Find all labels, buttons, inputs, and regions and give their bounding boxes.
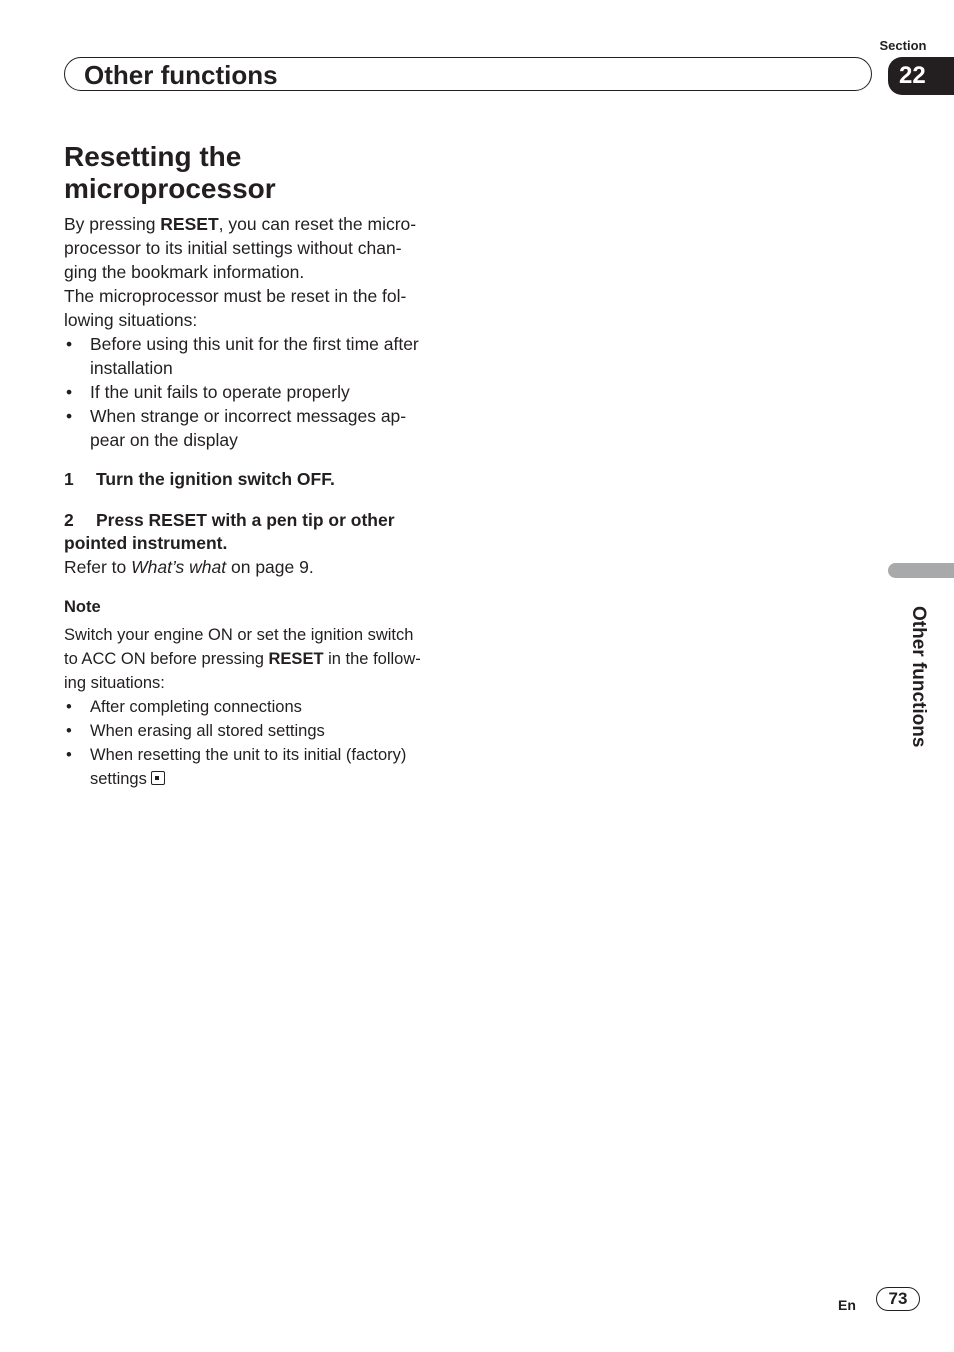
note-line-3: ing situations: [64, 674, 165, 692]
list-item [64, 404, 464, 452]
intro-reset-bold: RESET [160, 214, 219, 234]
list-item-line-1: When resetting the unit to its initial (factory) [90, 746, 407, 764]
step-1-text [64, 468, 464, 491]
note-paragraph [64, 623, 464, 695]
intro-line-2: processor to its initial settings without chan- [64, 238, 402, 258]
step-1 [64, 468, 464, 491]
end-of-section-icon [151, 771, 165, 785]
list-item [64, 743, 464, 791]
note-reset-bold: RESET [268, 650, 324, 668]
note-block [64, 623, 464, 791]
page-title [64, 141, 464, 205]
page-number: 73 [876, 1287, 920, 1311]
header-bar [64, 57, 872, 91]
intro-block [64, 212, 464, 452]
step-number: 1 [64, 469, 74, 489]
note-line-2-after: in the follow- [323, 650, 421, 668]
header-title: Other functions [84, 60, 278, 90]
refer-link-title: What’s what [131, 557, 227, 577]
step-text-line-2: pointed instrument. [64, 533, 228, 553]
list-item-line-2: settings [90, 770, 147, 788]
list-item [64, 695, 464, 719]
section-number-tab: 22 [888, 57, 954, 95]
refer-line [64, 555, 464, 579]
page-title-line2: microprocessor [64, 173, 276, 204]
list-item-line-2: installation [90, 358, 173, 378]
note-list [64, 695, 464, 791]
refer-text-before: Refer to [64, 557, 132, 577]
list-item [64, 380, 464, 404]
note-line-1: Switch your engine ON or set the ignition switch [64, 626, 414, 644]
list-item-line-2: pear on the display [90, 430, 238, 450]
step-2-text [64, 509, 464, 555]
list-item-line-1: If the unit fails to operate properly [90, 382, 350, 402]
footer-language: En [838, 1297, 856, 1313]
step-2 [64, 509, 464, 579]
intro-text-after: , you can reset the micro- [218, 214, 417, 234]
list-item [64, 719, 464, 743]
note-line-2-before: to ACC ON before pressing [64, 650, 269, 668]
page-title-line1: Resetting the [64, 141, 242, 172]
step-number: 2 [64, 510, 74, 530]
side-tab-marker [888, 563, 954, 578]
situations-intro-line-2: lowing situations: [64, 310, 198, 330]
step-text-line-1: Press RESET with a pen tip or other [96, 510, 395, 530]
intro-text-before: By pressing [64, 214, 161, 234]
refer-text-after: on page 9. [226, 557, 314, 577]
situations-intro [64, 284, 464, 332]
note-title: Note [64, 598, 101, 616]
situations-intro-line-1: The microprocessor must be reset in the fol- [64, 286, 407, 306]
intro-line-3: ging the bookmark information. [64, 262, 305, 282]
side-tab-label: Other functions [908, 606, 929, 748]
intro-paragraph [64, 212, 464, 284]
section-label: Section [879, 38, 927, 53]
list-item-line-1: When erasing all stored settings [90, 722, 325, 740]
situations-list [64, 332, 464, 452]
list-item-line-1: When strange or incorrect messages ap- [90, 406, 407, 426]
list-item-line-1: After completing connections [90, 698, 302, 716]
list-item [64, 332, 464, 380]
list-item-line-1: Before using this unit for the first time after [90, 334, 419, 354]
step-text-line-1: Turn the ignition switch OFF. [96, 469, 335, 489]
